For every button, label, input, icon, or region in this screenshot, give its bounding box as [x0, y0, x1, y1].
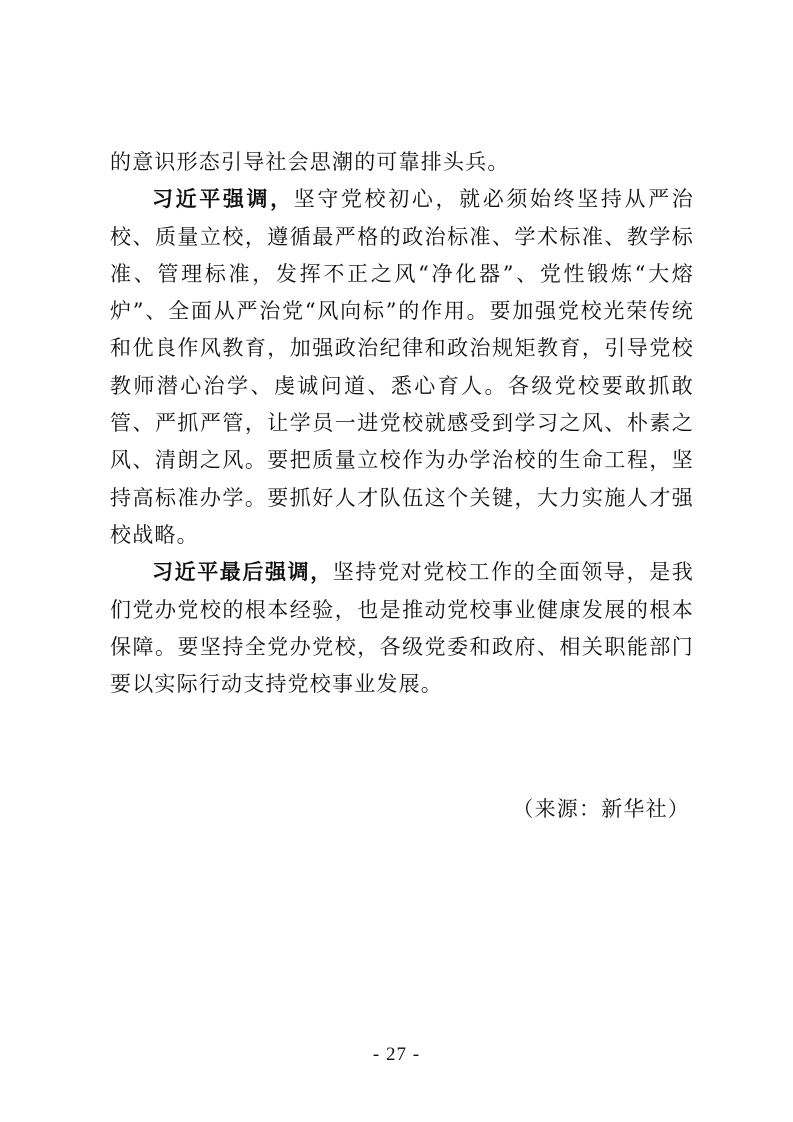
- paragraph-continuation: [110, 144, 694, 181]
- article-body: [110, 144, 694, 703]
- paragraph-text: 坚持党对党校工作的全面领导，是我们党办党校的根本经验，也是推动党校事业健康发展的根本保障。要坚持全党办党校，各级党委和政府、相关职能部门要以实际行动支持党校事业发展。: [110, 560, 694, 697]
- paragraph-text: 坚守党校初心，就必须始终坚持从严治校、质量立校，遵循最严格的政治标准、学术标准、教学标准、管理标准，发挥不正之风“净化器”、党性锻炼“大熔炉”、全面从严治党“风向标”的作用。要加强党校光荣传统和优良作风教育，加强政治纪律和政治规矩教育，引导党校教师潜心治学、虔诚问道、悉心育人。各级党校要敢抓敢管、严抓严管，让学员一进党校就感受到学习之风、朴素之风、清朗之风。要把质量立校作为办学治校的生命工程，坚持高标准办学。要抓好人才队伍这个关键，大力实施人才强校战略。: [110, 187, 694, 547]
- paragraph-lead: 习近平最后强调，: [152, 560, 333, 585]
- source-attribution: （来源：新华社）: [512, 797, 690, 821]
- paragraph-text: 的意识形态引导社会思潮的可靠排头兵。: [110, 150, 510, 174]
- page-number: - 27 -: [372, 1044, 421, 1065]
- paragraph-quality: [110, 181, 694, 554]
- paragraph-lead: 习近平强调，: [152, 187, 294, 212]
- paragraph-leadership: [110, 554, 694, 703]
